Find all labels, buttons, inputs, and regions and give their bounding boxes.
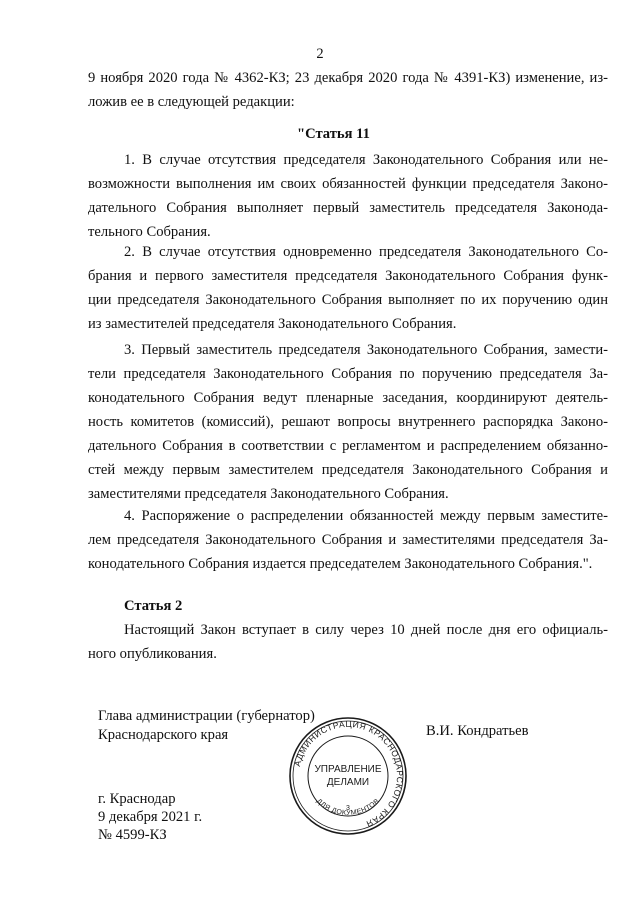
paragraph-2-line: из заместителей председателя Законодательного Собрания.: [88, 316, 457, 332]
paragraph-3-line: тели председателя Законодательного Собрания по поручению председателя За-: [88, 366, 608, 382]
paragraph-2-line: ции председателя Законодательного Собрания выполняет по их поручению один: [88, 292, 608, 308]
page-number: 2: [316, 46, 324, 62]
article-2-line: Настоящий Закон вступает в силу через 10 дней после дня его официаль-: [124, 622, 608, 638]
footer-city: г. Краснодар: [98, 791, 176, 807]
paragraph-2-line: брания и первого заместителя председателя Законодательного Собрания функ-: [88, 268, 608, 284]
footer-date: 9 декабря 2021 г.: [98, 809, 203, 825]
stamp-bottom-text: ДЛЯ ДОКУМЕНТОВ: [314, 797, 382, 817]
paragraph-1-line: дательного Собрания выполняет первый заместитель председателя Законода-: [88, 200, 608, 216]
footer-law-number: № 4599-КЗ: [98, 827, 167, 843]
stamp-ring-text: АДМИНИСТРАЦИЯ КРАСНОДАРСКОГО КРАЯ: [292, 718, 406, 830]
signatory-region: Краснодарского края: [98, 727, 229, 743]
article-2-title: Статья 2: [124, 598, 183, 614]
paragraph-1-line: возможности выполнения им своих обязанностей функции председателя Законо-: [88, 176, 608, 192]
stamp-center-line1: УПРАВЛЕНИЕ: [314, 764, 382, 775]
paragraph-4-line: лем председателя Законодательного Собрания и заместителями председателя За-: [88, 532, 608, 548]
signatory-name: В.И. Кондратьев: [426, 723, 529, 739]
paragraph-4-line: 4. Распоряжение о распределении обязанностей между первым заместите-: [124, 508, 608, 524]
paragraph-1-line: тельного Собрания.: [88, 224, 211, 240]
paragraph-4-line: конодательного Собрания издается председателем Законодательного Собрания.".: [88, 556, 593, 572]
paragraph-1-line: 1. В случае отсутствия председателя Законодательного Собрания или не-: [124, 152, 608, 168]
article-2-line: ного опубликования.: [88, 646, 217, 662]
intro-line: ложив ее в следующей редакции:: [88, 94, 295, 110]
paragraph-3-line: ность комитетов (комиссий), решают вопросы внутреннего распорядка Законо-: [88, 414, 608, 430]
paragraph-3-line: дательного Собрания в соответствии с регламентом и распределением обязанно-: [88, 438, 608, 454]
article-11-title: "Статья 11: [297, 126, 370, 142]
paragraph-2-line: 2. В случае отсутствия одновременно председателя Законодательного Со-: [124, 244, 608, 260]
stamp-center-line2: ДЕЛАМИ: [326, 777, 370, 788]
paragraph-3-line: стей между первым заместителем председателя Законодательного Собрания и: [88, 462, 608, 478]
paragraph-3-line: 3. Первый заместитель председателя Законодательного Собрания, замести-: [124, 342, 608, 358]
official-stamp: [288, 716, 408, 836]
paragraph-3-line: заместителями председателя Законодательного Собрания.: [88, 486, 449, 502]
intro-line: 9 ноября 2020 года № 4362-КЗ; 23 декабря 2020 года № 4391-КЗ) изменение, из-: [88, 70, 608, 86]
stamp-number: 3: [346, 805, 350, 812]
signatory-position: Глава администрации (губернатор): [98, 708, 315, 724]
paragraph-3-line: конодательного Собрания ведут пленарные заседания, координируют деятель-: [88, 390, 608, 406]
